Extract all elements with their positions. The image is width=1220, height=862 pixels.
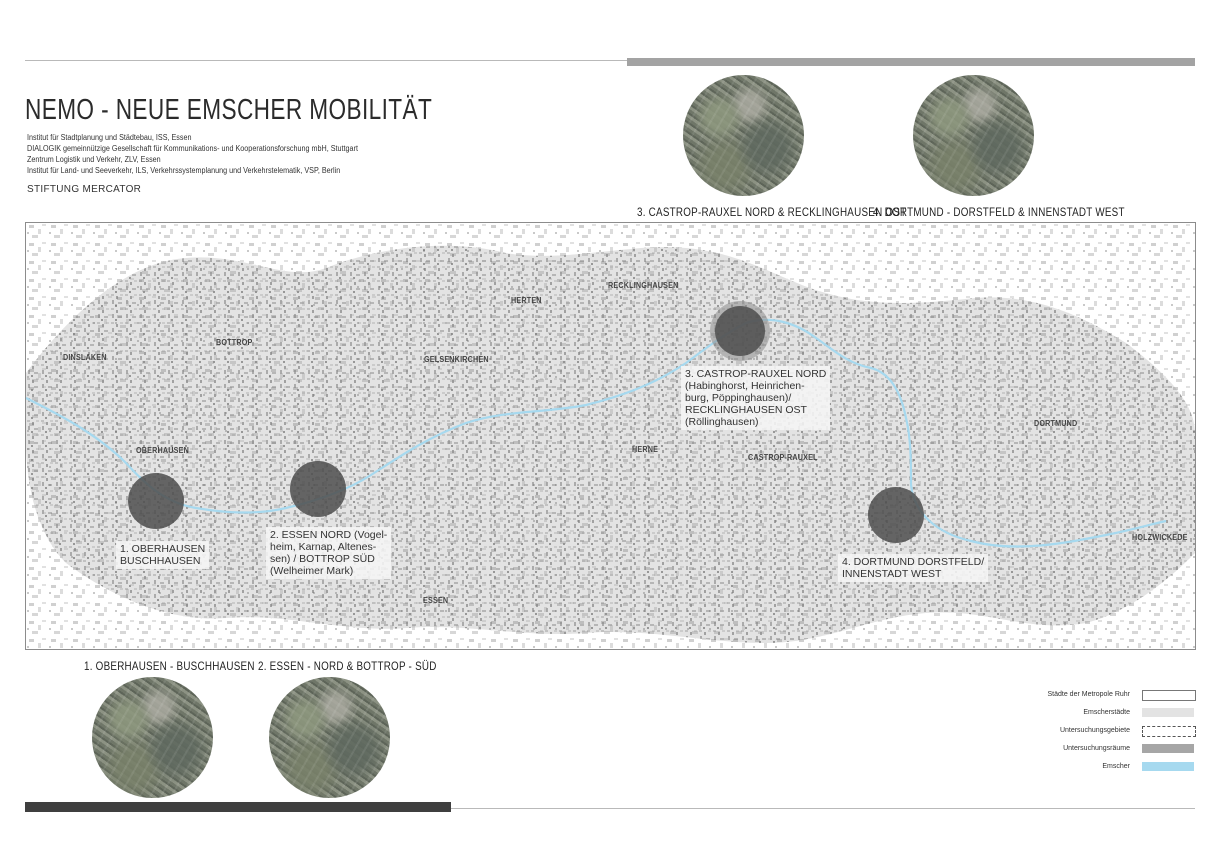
photo-title-1: 1. OBERHAUSEN - BUSCHHAUSEN — [84, 659, 255, 673]
area-callout-4: 4. DORTMUND DORSTFELD/ INNENSTADT WEST — [838, 554, 988, 582]
study-area-castrop-rauxel — [715, 306, 765, 356]
legend-item — [960, 744, 1200, 762]
legend-swatch-emscher — [1142, 762, 1194, 771]
map-panel — [25, 222, 1196, 650]
legend-swatch-metropole — [1142, 690, 1196, 701]
legend-item — [960, 708, 1200, 726]
photo-title-3: 3. CASTROP-RAUXEL NORD & RECKLINGHAUSEN OST — [637, 205, 907, 219]
legend-label: Emscher — [1102, 763, 1130, 770]
legend-label: Untersuchungsräume — [1063, 745, 1130, 752]
city-label: OBERHAUSEN — [136, 446, 190, 455]
city-label: DORTMUND — [1034, 419, 1078, 428]
area-callout-1: 1. OBERHAUSEN BUSCHHAUSEN — [116, 541, 209, 569]
study-area-dortmund — [868, 487, 924, 543]
aerial-photo-castrop-rauxel — [683, 75, 804, 196]
study-area-oberhausen — [128, 473, 184, 529]
city-label: DINSLAKEN — [63, 353, 107, 362]
photo-title-2: 2. ESSEN - NORD & BOTTROP - SÜD — [258, 659, 437, 673]
institutions-list — [27, 132, 358, 176]
top-accent-bar — [627, 58, 1195, 66]
aerial-photo-dortmund — [913, 75, 1034, 196]
legend-swatch-untersuchungsraeume — [1142, 744, 1194, 753]
city-label: ESSEN — [423, 596, 449, 605]
sponsor-label: STIFTUNG MERCATOR — [27, 184, 142, 195]
institution-line: Institut für Stadtplanung und Städtebau, ISS, Essen — [27, 133, 192, 142]
legend-label: Emscherstädte — [1083, 709, 1130, 716]
city-label: CASTROP-RAUXEL — [748, 453, 818, 462]
city-label: RECKLINGHAUSEN — [608, 281, 679, 290]
study-area-essen-bottrop — [290, 461, 346, 517]
legend-item — [960, 762, 1200, 780]
legend-swatch-untersuchungsgebiete — [1142, 726, 1196, 737]
legend-label: Untersuchungsgebiete — [1059, 727, 1130, 734]
city-label: HOLZWICKEDE — [1132, 533, 1188, 542]
legend — [960, 690, 1200, 780]
institution-line: Zentrum Logistik und Verkehr, ZLV, Essen — [27, 155, 161, 164]
legend-item — [960, 726, 1200, 744]
page-title: NEMO - NEUE EMSCHER MOBILITÄT — [25, 94, 433, 126]
city-label: GELSENKIRCHEN — [424, 355, 489, 364]
area-callout-3: 3. CASTROP-RAUXEL NORD (Habinghorst, Heinrichen- burg, Pöppinghausen)/ RECKLINGHAUSEN OST (Röllinghausen) — [681, 366, 830, 430]
legend-item — [960, 690, 1200, 708]
city-label: BOTTROP — [216, 338, 253, 347]
institution-line: DIALOGIK gemeinnützige Gesellschaft für Kommunikations- und Kooperationsforschung mbH, Stuttgart — [27, 144, 358, 153]
legend-swatch-emscherstaedte — [1142, 708, 1194, 717]
area-callout-2: 2. ESSEN NORD (Vogel- heim, Karnap, Altenes- sen) / BOTTROP SÜD (Welheimer Mark) — [266, 527, 391, 579]
institution-line: Institut für Land- und Seeverkehr, ILS, Verkehrssystemplanung und Verkehrstelematik, VSP, Berlin — [27, 166, 341, 175]
aerial-photo-oberhausen — [92, 677, 213, 798]
legend-label: Städte der Metropole Ruhr — [1047, 691, 1130, 698]
city-label: HERTEN — [511, 296, 542, 305]
photo-title-4: 4. DORTMUND - DORSTFELD & INNENSTADT WEST — [873, 205, 1125, 219]
bottom-accent-bar — [25, 802, 451, 812]
city-label: HERNE — [632, 445, 659, 454]
aerial-photo-essen-bottrop — [269, 677, 390, 798]
